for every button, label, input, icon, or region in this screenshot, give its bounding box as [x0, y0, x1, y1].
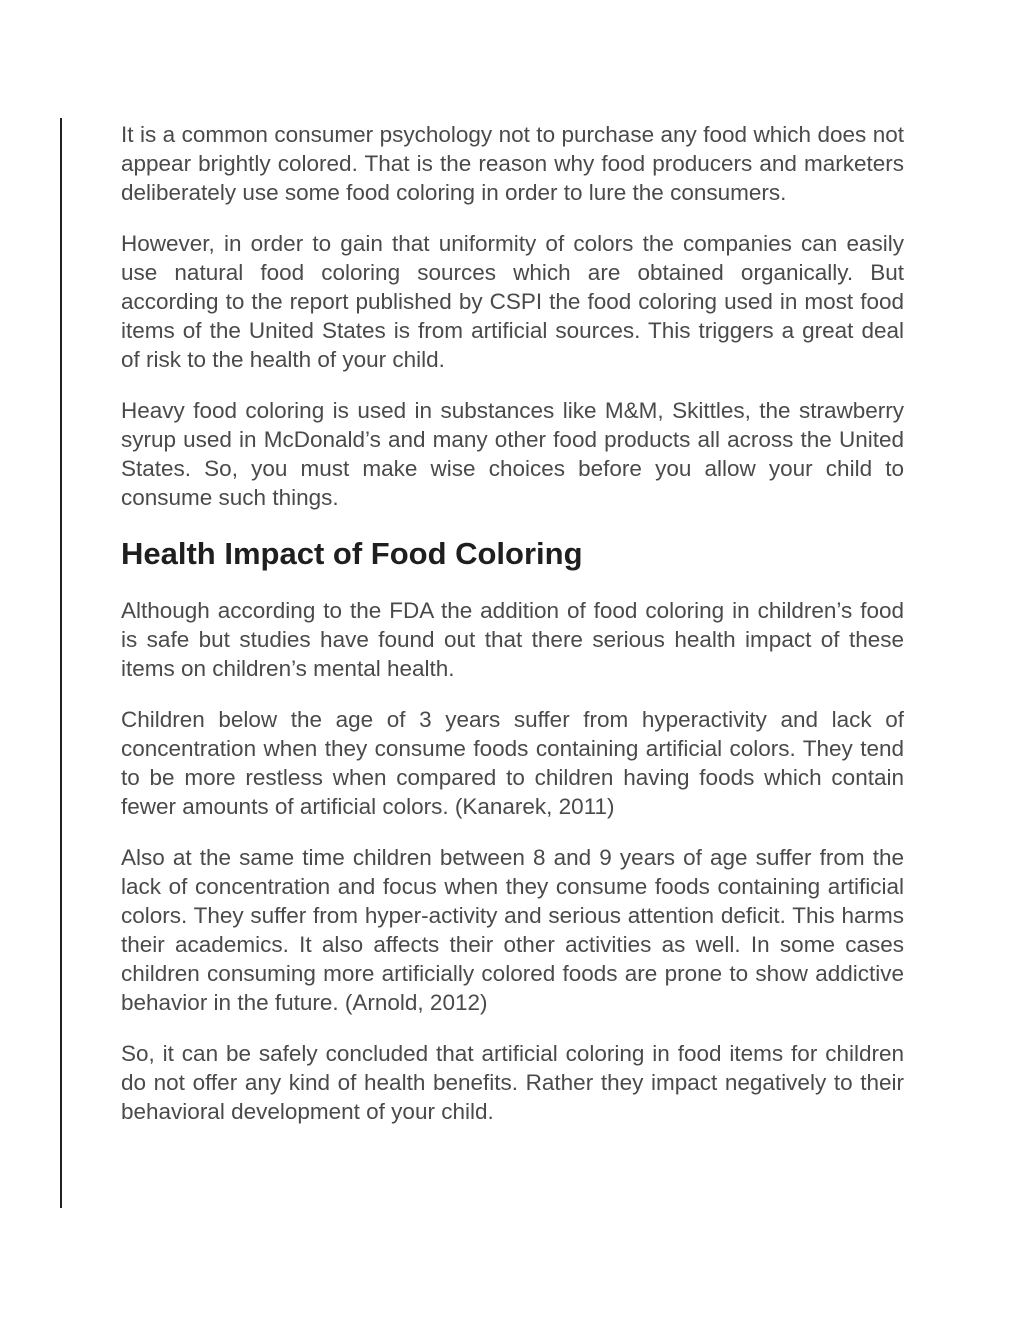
body-paragraph: Although according to the FDA the addition of food coloring in children’s food is safe but studies have found out that there serious health impact of these items on children’s mental health.: [121, 598, 904, 681]
body-paragraph: Heavy food coloring is used in substances like M&M, Skittles, the strawberry syrup used in McDonald’s and many other food products all across the United States. So, you must make wise choices before you allow your child to consume such things.: [121, 398, 904, 510]
margin-rule: [60, 118, 62, 1208]
document-body: [121, 120, 904, 1148]
body-paragraph: Children below the age of 3 years suffer from hyperactivity and lack of concentration when they consume foods containing artificial colors. They tend to be more restless when compared to children having foods which contain fewer amounts of artificial colors. (Kanarek, 2011): [121, 707, 904, 819]
body-paragraph: However, in order to gain that uniformity of colors the companies can easily use natural food coloring sources which are obtained organically. But according to the report published by CSPI the food coloring used in most food items of the United States is from artificial sources. This triggers a great deal of risk to the health of your child.: [121, 231, 904, 372]
body-paragraph: It is a common consumer psychology not to purchase any food which does not appear brightly colored. That is the reason why food producers and marketers deliberately use some food coloring in order to lure the consumers.: [121, 122, 904, 205]
body-paragraph: Also at the same time children between 8 and 9 years of age suffer from the lack of concentration and focus when they consume foods containing artificial colors. They suffer from hyper-activity and serious attention deficit. This harms their academics. It also affects their other activities as well. In some cases children consuming more artificially colored foods are prone to show addictive behavior in the future. (Arnold, 2012): [121, 845, 904, 1015]
body-paragraph: So, it can be safely concluded that artificial coloring in food items for children do not offer any kind of health benefits. Rather they impact negatively to their behavioral development of your child.: [121, 1041, 904, 1124]
section-heading: Health Impact of Food Coloring: [121, 536, 583, 571]
